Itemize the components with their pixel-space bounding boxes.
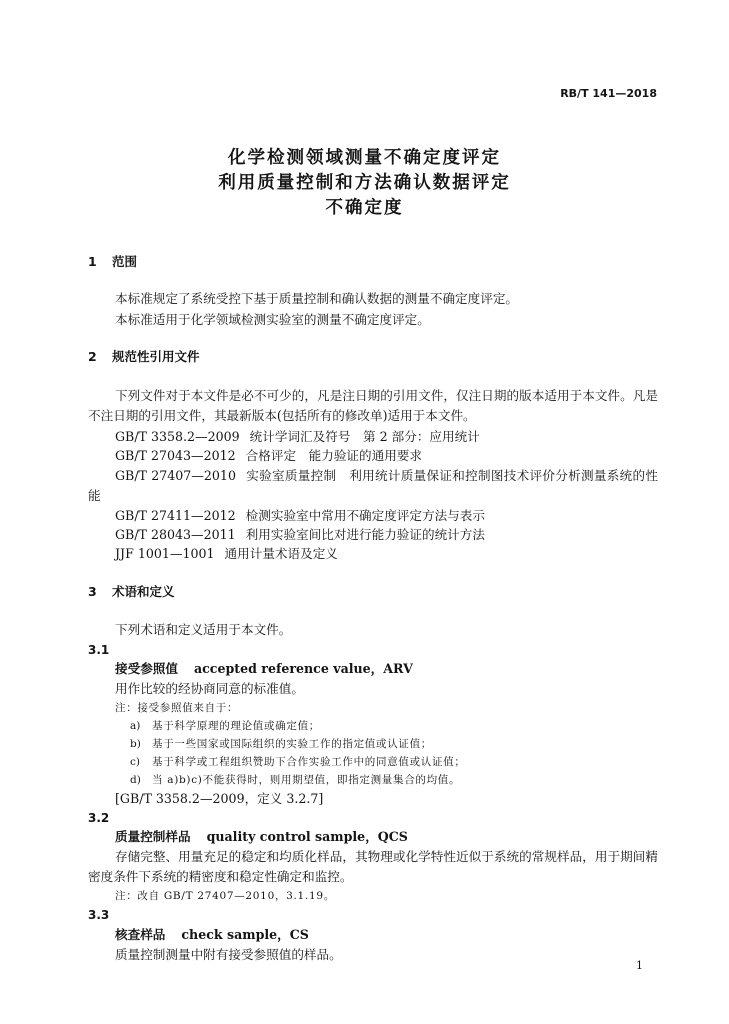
paragraph: 下列术语和定义适用于本文件。 — [115, 622, 292, 637]
term-number: 3.3 — [88, 908, 110, 922]
reference-code: GB/T 28043—2011 — [115, 527, 236, 542]
reference-code: GB/T 27043—2012 — [115, 448, 236, 463]
section-heading-scope — [88, 252, 137, 272]
section-number: 1 — [88, 254, 97, 269]
note-list-item — [130, 717, 320, 735]
paragraph: 下列文件对于本文件是必不可少的，凡是注日期的引用文件，仅注日期的版本适用于本文件。凡是不注日期的引用文件，其最新版本(包括所有的修改单)适用于本文件。 — [88, 388, 658, 423]
term-name — [115, 659, 413, 679]
section-number: 2 — [88, 349, 97, 364]
term-name-zh: 接受参照值 — [115, 661, 178, 676]
note-item-text: 当 a)b)c)不能获得时，则用期望值，即指定测量集合的均值。 — [152, 774, 461, 786]
reference-title: 通用计量术语及定义 — [224, 546, 338, 561]
paragraph: 本标准规定了系统受控下基于质量控制和确认数据的测量不确定度评定。 — [115, 291, 518, 306]
reference-code: GB/T 3358.2—2009 — [115, 429, 240, 444]
note-item-text: 基于科学或工程组织赞助下合作实验工作中的同意值或认证值； — [152, 756, 466, 768]
reference-title: 利用实验室间比对进行能力验证的统计方法 — [245, 527, 485, 542]
reference-item — [88, 506, 658, 526]
note-list-item — [130, 753, 466, 771]
term-number: 3.1 — [88, 643, 110, 657]
note-item-label: c) — [130, 756, 140, 768]
term-definition: 质量控制测量中附有接受参照值的样品。 — [115, 947, 342, 962]
note-list-item — [130, 735, 432, 753]
term-name-en: check sample，CS — [181, 927, 309, 942]
section-title: 范围 — [112, 254, 138, 269]
reference-code: GB/T 27407—2010 — [115, 468, 236, 483]
term-note: 注：接受参照值来自于： — [115, 702, 239, 714]
title-line-1: 化学检测领域测量不确定度评定 — [228, 148, 501, 168]
reference-item — [88, 544, 658, 564]
standard-code: RB/T 141—2018 — [560, 87, 657, 100]
term-definition: 用作比较的经协商同意的标准值。 — [115, 681, 304, 696]
reference-title: 统计学词汇及符号 第 2 部分：应用统计 — [249, 429, 480, 444]
term-name-en: accepted reference value，ARV — [193, 661, 413, 676]
section-heading-terms-and-definitions — [88, 582, 175, 602]
reference-item — [88, 427, 658, 447]
term-note: 注：改自 GB/T 27407—2010，3.1.19。 — [115, 890, 335, 902]
reference-item — [88, 446, 658, 466]
term-definition: 存储完整、用量充足的稳定和均质化样品，其物理或化学特性近似于系统的常规样品，用于期间精密度条件下系统的精密度和稳定性确定和监控。 — [88, 849, 658, 884]
note-list-item — [130, 771, 460, 789]
section-title: 规范性引用文件 — [112, 349, 200, 364]
section-heading-normative-references — [88, 347, 200, 367]
reference-code: JJF 1001—1001 — [115, 546, 215, 561]
reference-item — [88, 525, 658, 545]
term-name — [115, 925, 309, 945]
note-item-label: a) — [130, 720, 141, 732]
note-item-text: 基于科学原理的理论值或确定值； — [152, 720, 320, 732]
term-name-zh: 核查样品 — [115, 927, 166, 942]
section-title: 术语和定义 — [112, 584, 175, 599]
reference-item — [88, 466, 658, 506]
page-number: 1 — [636, 959, 643, 972]
title-line-3: 不确定度 — [325, 198, 404, 218]
term-name-zh: 质量控制样品 — [115, 829, 191, 844]
reference-title: 检测实验室中常用不确定度评定方法与表示 — [245, 508, 485, 523]
term-number: 3.2 — [88, 811, 110, 825]
note-item-label: b) — [130, 738, 141, 750]
reference-title: 合格评定 能力验证的通用要求 — [245, 448, 422, 463]
term-name — [115, 827, 408, 847]
term-source: [GB/T 3358.2—2009，定义 3.2.7] — [115, 791, 324, 806]
reference-title: 实验室质量控制 利用统计质量保证和控制图技术评价分析测量系统的性能 — [88, 468, 658, 503]
reference-code: GB/T 27411—2012 — [115, 508, 236, 523]
section-number: 3 — [88, 584, 97, 599]
paragraph: 本标准适用于化学领域检测实验室的测量不确定度评定。 — [115, 312, 430, 327]
note-item-label: d) — [130, 774, 141, 786]
note-item-text: 基于一些国家或国际组织的实验工作的指定值或认证值； — [152, 738, 432, 750]
title-line-2: 利用质量控制和方法确认数据评定 — [218, 173, 511, 193]
term-name-en: quality control sample，QCS — [206, 829, 408, 844]
